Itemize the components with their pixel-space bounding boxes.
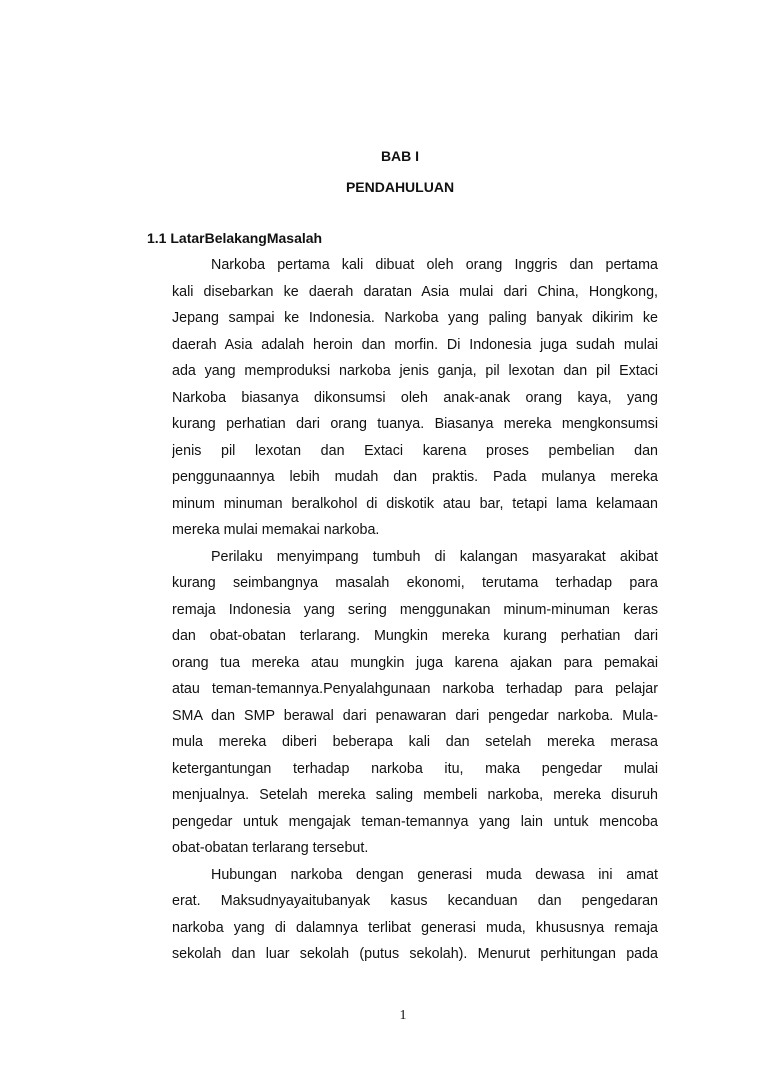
paragraph-2-line: remaja Indonesia yang sering menggunakan minum-minuman keras: [172, 601, 658, 618]
paragraph-2-line: obat-obatan terlarang tersebut.: [172, 840, 369, 856]
paragraph-1-line: Narkoba pertama kali dibuat oleh orang Inggris dan pertama: [211, 257, 658, 273]
paragraph-1-line: Narkoba biasanya dikonsumsi oleh anak-anak orang kaya, yang: [172, 389, 658, 406]
paragraph-2-line: kurang seimbangnya masalah ekonomi, terutama terhadap para: [172, 575, 658, 591]
chapter-title: PENDAHULUAN: [345, 179, 455, 195]
page-number: 1: [399, 1008, 407, 1023]
paragraph-3-line: erat. Maksudnyayaitubanyak kasus kecanduan dan pengedaran: [172, 893, 658, 909]
paragraph-1-line: penggunaannya lebih mudah dan praktis. Pada mulanya mereka: [172, 469, 658, 485]
paragraph-2-line: ketergantungan terhadap narkoba itu, maka pengedar mulai: [172, 760, 658, 777]
paragraph-3-line: sekolah dan luar sekolah (putus sekolah). Menurut perhitungan pada: [172, 946, 658, 962]
paragraph-1-line: kali disebarkan ke daerah daratan Asia mulai dari China, Hongkong,: [172, 283, 658, 300]
paragraph-3-line: narkoba yang di dalamnya terlibat generasi muda, khususnya remaja: [172, 919, 658, 936]
paragraph-2-line: mula mereka diberi beberapa kali dan setelah mereka merasa: [172, 734, 658, 750]
paragraph-2-line: menjualnya. Setelah mereka saling membeli narkoba, mereka disuruh: [172, 787, 658, 803]
paragraph-1-line: mereka mulai memakai narkoba.: [172, 522, 380, 538]
paragraph-2-line: orang tua mereka atau mungkin juga karena ajakan para pemakai: [172, 654, 658, 671]
paragraph-1-line: jenis pil lexotan dan Extaci karena proses pembelian dan: [172, 442, 658, 459]
body-text: [172, 252, 658, 968]
paragraph-1-line: ada yang memproduksi narkoba jenis ganja, pil lexotan dan pil Extaci: [172, 363, 658, 379]
paragraph-3-line: Hubungan narkoba dengan generasi muda dewasa ini amat: [211, 866, 658, 883]
paragraph-1-line: minum minuman beralkohol di diskotik atau bar, tetapi lama kelamaan: [172, 495, 658, 512]
paragraph-2-line: pengedar untuk mengajak teman-temannya yang lain untuk mencoba: [172, 813, 658, 830]
paragraph-2-line: dan obat-obatan terlarang. Mungkin mereka kurang perhatian dari: [172, 628, 658, 644]
section-heading: 1.1 LatarBelakangMasalah: [147, 230, 323, 246]
paragraph-1-line: kurang perhatian dari orang tuanya. Biasanya mereka mengkonsumsi: [172, 416, 658, 432]
paragraph-1-line: Jepang sampai ke Indonesia. Narkoba yang paling banyak dikirim ke: [172, 310, 658, 326]
chapter-number: BAB I: [380, 148, 420, 164]
paragraph-2-line: SMA dan SMP berawal dari penawaran dari pengedar narkoba. Mula-: [172, 707, 658, 724]
paragraph-2-line: Perilaku menyimpang tumbuh di kalangan masyarakat akibat: [211, 548, 658, 565]
paragraph-1-line: daerah Asia adalah heroin dan morfin. Di Indonesia juga sudah mulai: [172, 336, 658, 353]
paragraph-2-line: atau teman-temannya.Penyalahgunaan narkoba terhadap para pelajar: [172, 681, 658, 697]
